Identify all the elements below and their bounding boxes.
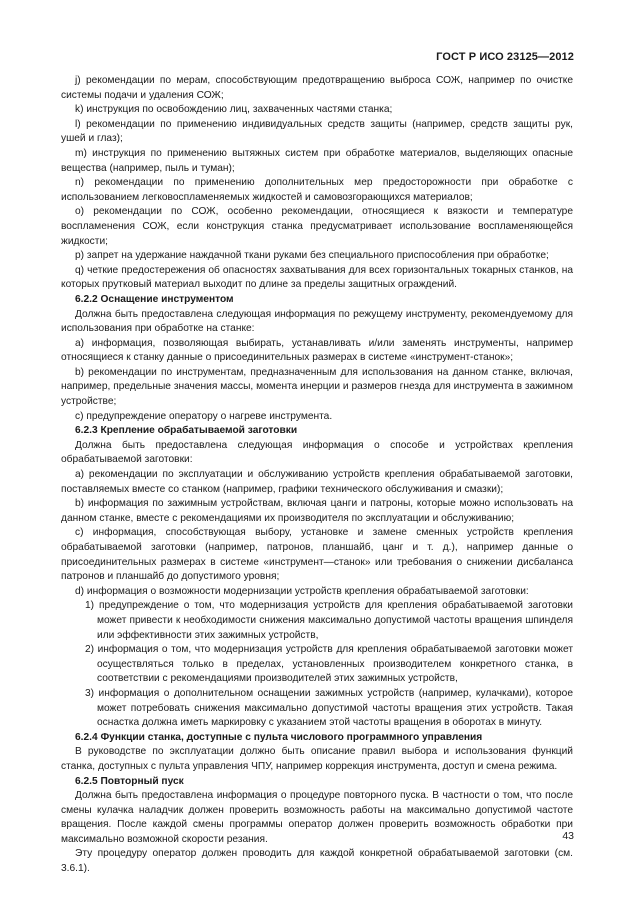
- section-622-item-b: b) рекомендации по инструментам, предназначенным для использования на данном станке, включая, например, предельные значения массы, момента инерции и размеров гнезда для инструмента в зажимном устройстве;: [61, 366, 573, 408]
- section-625-text-2: Эту процедуру оператор должен проводить для каждой конкретной обрабатываемой заготовки (см. 3.6.1).: [61, 848, 573, 875]
- section-623-item-c: c) информация, способствующая выбору, установке и замене сменных устройств крепления обрабатываемой заготовки (например, патронов, планшайб, цанг и т. д.), например данные о присоединительных размерах в системе «инструмент—станок» или требования о снижении дисбаланса патронов и планшайб до допустимого уровня;: [61, 527, 573, 583]
- list-item-l: l) рекомендации по применению индивидуальных средств защиты (например, средств защиты рук, ушей и глаз);: [61, 118, 573, 145]
- section-heading-625: 6.2.5 Повторный пуск: [75, 775, 184, 787]
- list-item-n: n) рекомендации по применению дополнительных мер предосторожности при обработке с использованием легковоспламеняемых жидкостей и самовозгорающихся материалов;: [61, 177, 573, 203]
- section-623-subitem-1: 1) предупреждение о том, что модернизация устройств для крепления обрабатываемой заготовки может привести к необходимости снижения максимально допустимой частоты вращения шпинделя или эффективности этих зажимных устройств,: [85, 600, 573, 641]
- section-623-item-d: d) информация о возможности модернизации устройств крепления обрабатываемой заготовки:: [75, 585, 529, 597]
- section-623-item-a: a) рекомендации по эксплуатации и обслуживанию устройств крепления обрабатываемой заготовки, поставляемых вместе со станком (например, графики технического обслуживания и смазки);: [61, 469, 573, 495]
- section-622-intro: Должна быть предоставлена следующая информация по режущему инструменту, рекомендуемому для использования при обработке на станке:: [61, 308, 573, 335]
- section-622-item-c: c) предупреждение оператору о нагреве инструмента.: [75, 410, 333, 422]
- list-item-k: k) инструкция по освобождению лиц, захваченных частями станка;: [75, 104, 393, 116]
- section-heading-623: 6.2.3 Крепление обрабатываемой заготовки: [75, 425, 298, 437]
- document-body: [61, 74, 573, 877]
- section-625-text-1: Должна быть предоставлена информация о процедуре повторного пуска. В частности о том, что после смены кулачка наладчик должен проверить возможность работы на максимально допустимой частоте вращения. После каждой смены программы оператор должен проверить возможность обработки при максимально возможной скорости резания.: [61, 790, 573, 845]
- section-623-intro: Должна быть предоставлена следующая информация о способе и устройствах крепления обрабатываемой заготовки:: [61, 439, 573, 466]
- list-item-o: o) рекомендации по СОЖ, особенно рекомендации, относящиеся к вязкости и температуре воспламенения СОЖ, если конструкция станка предусматривает использование воспламеняющейся жидкости;: [61, 206, 573, 247]
- list-item-m: m) инструкция по применению вытяжных систем при обработке материалов, выделяющих опасные вещества (например, пыль и туман);: [61, 147, 573, 174]
- section-624-text: В руководстве по эксплуатации должно быть описание правил выбора и использования функций станка, доступных с пульта управления ЧПУ, например коррекция инструмента, доступ и смена режима.: [61, 746, 573, 772]
- section-heading-622: 6.2.2 Оснащение инструментом: [75, 293, 234, 305]
- section-623-subitem-2: 2) информация о том, что модернизация устройств для крепления обрабатываемой заготовки может осуществляться только в пределах, установленных производителем конкретного станка, в соответствии с рекомендациями производителей этих зажимных устройств,: [85, 644, 573, 685]
- list-item-p: p) запрет на удержание наждачной ткани руками без специального приспособления при обработке;: [75, 250, 549, 262]
- section-623-item-b: b) информация по зажимным устройствам, включая цанги и патроны, которые можно использовать на данном станке, вместе с рекомендациями их производителя по эксплуатации и обслуживанию;: [61, 498, 573, 524]
- page-number: 43: [562, 830, 574, 842]
- list-item-j: j) рекомендации по мерам, способствующим предотвращению выброса СОЖ, например по очистке системы подачи и удаления СОЖ;: [61, 75, 573, 101]
- section-heading-624: 6.2.4 Функции станка, доступные с пульта числового программного управления: [75, 731, 483, 743]
- section-623-subitem-3: 3) информация о дополнительном оснащении зажимных устройств (например, кулачками), которое может потребовать снижения максимально допустимой частоты вращения этих устройств. Такая оснастка должна иметь маркировку с указанием этой частоты вращения в оборотах в минуту.: [85, 687, 573, 729]
- document-header: ГОСТ Р ИСО 23125—2012: [436, 51, 574, 63]
- section-622-item-a: a) информация, позволяющая выбирать, устанавливать и/или заменять инструменты, например относящиеся к станку данные о присоединительных размерах в системе «инструмент-станок»;: [61, 337, 573, 364]
- list-item-q: q) четкие предостережения об опасностях захватывания для всех горизонтальных токарных станков, на которых прутковый материал выходит по длине за пределы защитных ограждений.: [61, 264, 573, 291]
